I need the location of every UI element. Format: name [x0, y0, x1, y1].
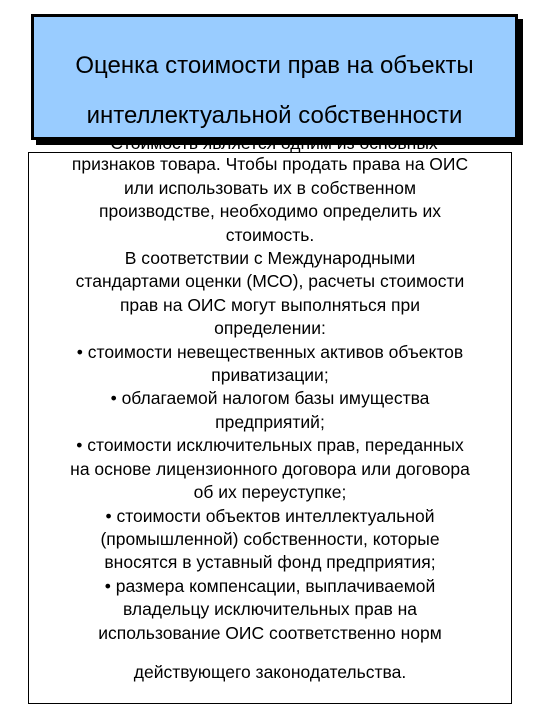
body-last-line: действующего законодательства.	[133, 661, 407, 682]
body-line: признаков товара. Чтобы продать права на ОИС	[71, 154, 469, 175]
body-line: стандартами оценки (МСО), расчеты стоимости	[75, 271, 465, 292]
title-line: интеллектуальной собственности	[86, 102, 463, 129]
body-line: предприятий;	[215, 411, 325, 432]
bullet-item: • стоимости объектов интеллектуальной	[105, 505, 435, 526]
bullet-item: • размера компенсации, выплачиваемой	[104, 575, 436, 596]
body-line: владельцу исключительных прав на	[122, 599, 418, 620]
bullet-item: • облагаемой налогом базы имущества	[110, 388, 430, 409]
body-line: об их переуступке;	[193, 482, 347, 503]
body-line: использование ОИС соответственно норм	[98, 622, 442, 643]
body-line: (промышленной) собственности, которые	[100, 528, 440, 549]
body-line: на основе лицензионного договора или договора	[70, 458, 470, 479]
body-line: или использовать их в собственном	[123, 177, 417, 198]
body-line: прав на ОИС могут выполняться при	[119, 294, 421, 315]
title-box	[31, 14, 518, 140]
bullet-item: • стоимости невещественных активов объектов	[76, 341, 464, 362]
title-line: Оценка стоимости прав на объекты	[75, 52, 474, 79]
body-line: вносятся в уставный фонд предприятия;	[104, 552, 436, 573]
body-line: определении:	[214, 318, 326, 339]
body-line: стоимость.	[225, 224, 315, 245]
body-line: приватизации;	[211, 365, 329, 386]
page-title	[34, 41, 515, 141]
body-line: производстве, необходимо определить их	[99, 201, 441, 222]
body-text	[28, 130, 512, 684]
body-line: В соответствии с Международными	[124, 248, 416, 269]
bullet-item: • стоимости исключительных прав, переданных	[76, 435, 464, 456]
